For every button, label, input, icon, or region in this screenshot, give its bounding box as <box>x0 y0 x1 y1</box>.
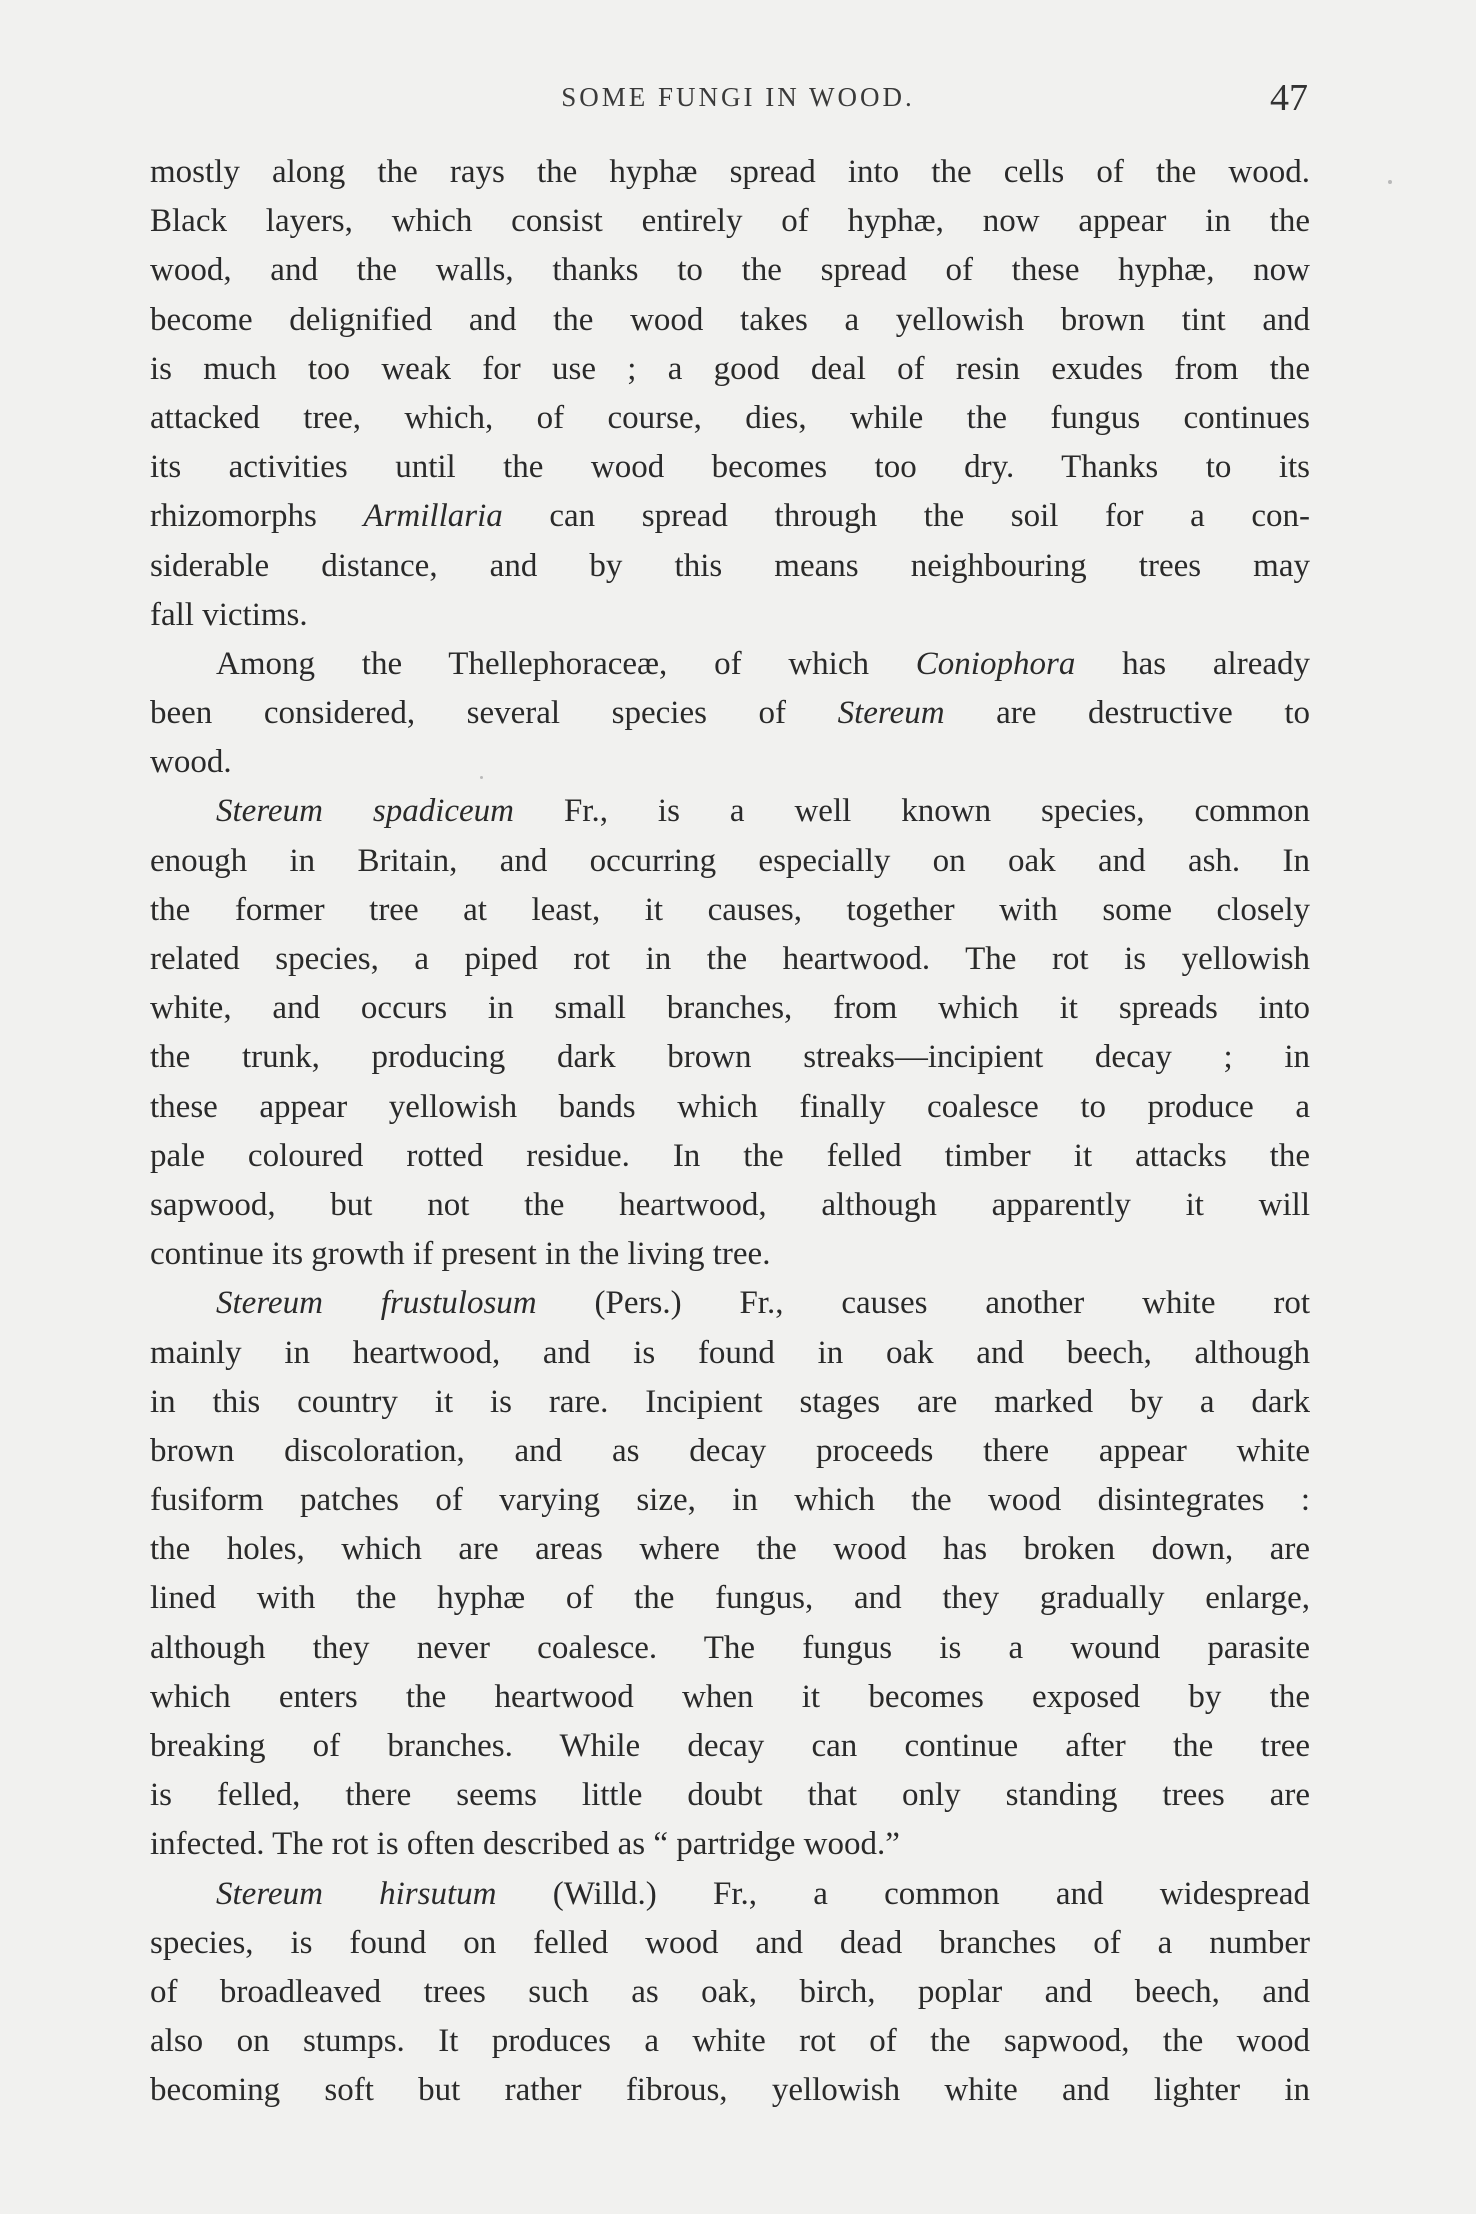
running-title: SOME FUNGI IN WOOD. <box>561 82 915 112</box>
text-run: can spread through the soil for a con- <box>502 498 1310 535</box>
text-line <box>150 1230 1310 1279</box>
text-run: is felled, there seems little doubt that only standing trees are <box>150 1777 1310 1814</box>
body-text <box>150 148 1310 2116</box>
text-line <box>150 1279 1310 1328</box>
text-run: these appear yellowish bands which finally coalesce to produce a <box>150 1088 1310 1125</box>
text-run: its activities until the wood becomes too dry. Thanks to its <box>150 449 1310 486</box>
page-number: 47 <box>1270 77 1308 119</box>
text-line <box>150 640 1310 689</box>
text-run: pale coloured rotted residue. In the felled timber it attacks the <box>150 1137 1310 1174</box>
text-line <box>150 1820 1310 1869</box>
text-line <box>150 1574 1310 1623</box>
italic-taxon-name: Armillaria <box>363 498 503 535</box>
italic-taxon-name: Stereum <box>837 695 945 732</box>
text-run: white, and occurs in small branches, from which it spreads into <box>150 990 1310 1027</box>
text-run: breaking of branches. While decay can continue after the tree <box>150 1728 1310 1764</box>
text-run: attacked tree, which, of course, dies, while the fungus continues <box>150 399 1310 436</box>
text-run: siderable distance, and by this means neighbouring trees may <box>150 547 1310 584</box>
text-run: fall victims. <box>150 596 308 633</box>
text-run: Black layers, which consist entirely of hyphæ, now appear in the <box>150 203 1310 240</box>
text-run: (Pers.) Fr., causes another white rot <box>536 1285 1310 1322</box>
text-run: are destructive to <box>944 695 1310 732</box>
text-line <box>150 394 1310 443</box>
text-line <box>150 886 1310 935</box>
text-line <box>150 1919 1310 1968</box>
text-run: been considered, several species of <box>150 695 838 732</box>
text-line <box>150 738 1310 787</box>
text-run: of broadleaved trees such as oak, birch, poplar and beech, and <box>150 1973 1310 2010</box>
text-run: in this country it is rare. Incipient stages are marked by a dark <box>150 1383 1310 1420</box>
text-line <box>150 1083 1310 1132</box>
text-run: continue its growth if present in the living tree. <box>150 1236 771 1273</box>
text-run: fusiform patches of varying size, in which the wood disintegrates : <box>150 1482 1310 1519</box>
text-run: brown discoloration, and as decay proceeds there appear white <box>150 1432 1310 1469</box>
text-run: become delignified and the wood takes a yellowish brown tint and <box>150 301 1310 338</box>
text-run: sapwood, but not the heartwood, although apparently it will <box>150 1186 1310 1223</box>
text-line <box>150 443 1310 492</box>
text-line <box>150 1870 1310 1919</box>
text-line <box>150 1968 1310 2017</box>
italic-taxon-name: Stereum spadiceum <box>216 793 514 830</box>
text-line <box>150 1427 1310 1476</box>
text-line <box>150 1033 1310 1082</box>
text-line <box>150 1181 1310 1230</box>
text-line <box>150 591 1310 640</box>
text-line <box>150 1378 1310 1427</box>
text-line <box>150 492 1310 541</box>
text-run: species, is found on felled wood and dead branches of a number <box>150 1924 1310 1961</box>
running-head <box>0 76 1476 126</box>
text-run: Fr., is a well known species, common <box>514 793 1310 830</box>
text-run: rhizomorphs <box>150 498 364 535</box>
text-run: the holes, which are areas where the wood has broken down, are <box>150 1531 1310 1568</box>
italic-taxon-name: Stereum hirsutum <box>216 1875 497 1912</box>
text-line <box>150 1771 1310 1820</box>
text-line <box>150 542 1310 591</box>
text-line <box>150 197 1310 246</box>
text-run: wood. <box>150 744 232 781</box>
text-line <box>150 1525 1310 1574</box>
text-line <box>150 1329 1310 1378</box>
text-run: mostly along the rays the hyphæ spread into the cells of the wood. <box>150 154 1310 190</box>
text-run: which enters the heartwood when it becomes exposed by the <box>150 1678 1310 1715</box>
text-run: the former tree at least, it causes, together with some closely <box>150 891 1310 928</box>
italic-taxon-name: Stereum frustulosum <box>216 1285 537 1322</box>
text-run: also on stumps. It produces a white rot of the sapwood, the wood <box>150 2023 1310 2060</box>
text-line <box>150 1673 1310 1722</box>
text-run: related species, a piped rot in the heartwood. The rot is yellowish <box>150 941 1310 977</box>
text-line <box>150 148 1310 197</box>
text-line <box>150 2066 1310 2115</box>
text-line <box>150 1624 1310 1673</box>
text-run: mainly in heartwood, and is found in oak and beech, although <box>150 1334 1310 1371</box>
text-run: the trunk, producing dark brown streaks—incipient decay ; in <box>150 1039 1310 1076</box>
text-run: infected. The rot is often described as “ partridge wood.” <box>150 1826 900 1863</box>
text-run: has already <box>1075 645 1310 682</box>
text-run: is much too weak for use ; a good deal of resin exudes from the <box>150 350 1310 387</box>
text-line <box>150 296 1310 345</box>
text-line <box>150 246 1310 295</box>
text-line <box>150 935 1310 984</box>
text-run: Among the Thellephoraceæ, of which <box>216 645 916 682</box>
text-line <box>150 984 1310 1033</box>
text-line <box>150 1722 1310 1771</box>
text-line <box>150 345 1310 394</box>
text-run: (Willd.) Fr., a common and widespread <box>496 1875 1310 1912</box>
text-run: wood, and the walls, thanks to the spread of these hyphæ, now <box>150 252 1310 289</box>
italic-taxon-name: Coniophora <box>915 645 1076 682</box>
text-line <box>150 837 1310 886</box>
text-run: enough in Britain, and occurring especially on oak and ash. In <box>150 842 1310 879</box>
text-run: becoming soft but rather fibrous, yellowish white and lighter in <box>150 2072 1310 2109</box>
text-line <box>150 1132 1310 1181</box>
text-line <box>150 1476 1310 1525</box>
text-line <box>150 689 1310 738</box>
text-run: lined with the hyphæ of the fungus, and they gradually enlarge, <box>150 1580 1310 1617</box>
paper-speck <box>1388 180 1392 184</box>
text-run: although they never coalesce. The fungus is a wound parasite <box>150 1629 1310 1666</box>
text-line <box>150 2017 1310 2066</box>
paper-speck <box>480 776 483 779</box>
text-line <box>150 787 1310 836</box>
